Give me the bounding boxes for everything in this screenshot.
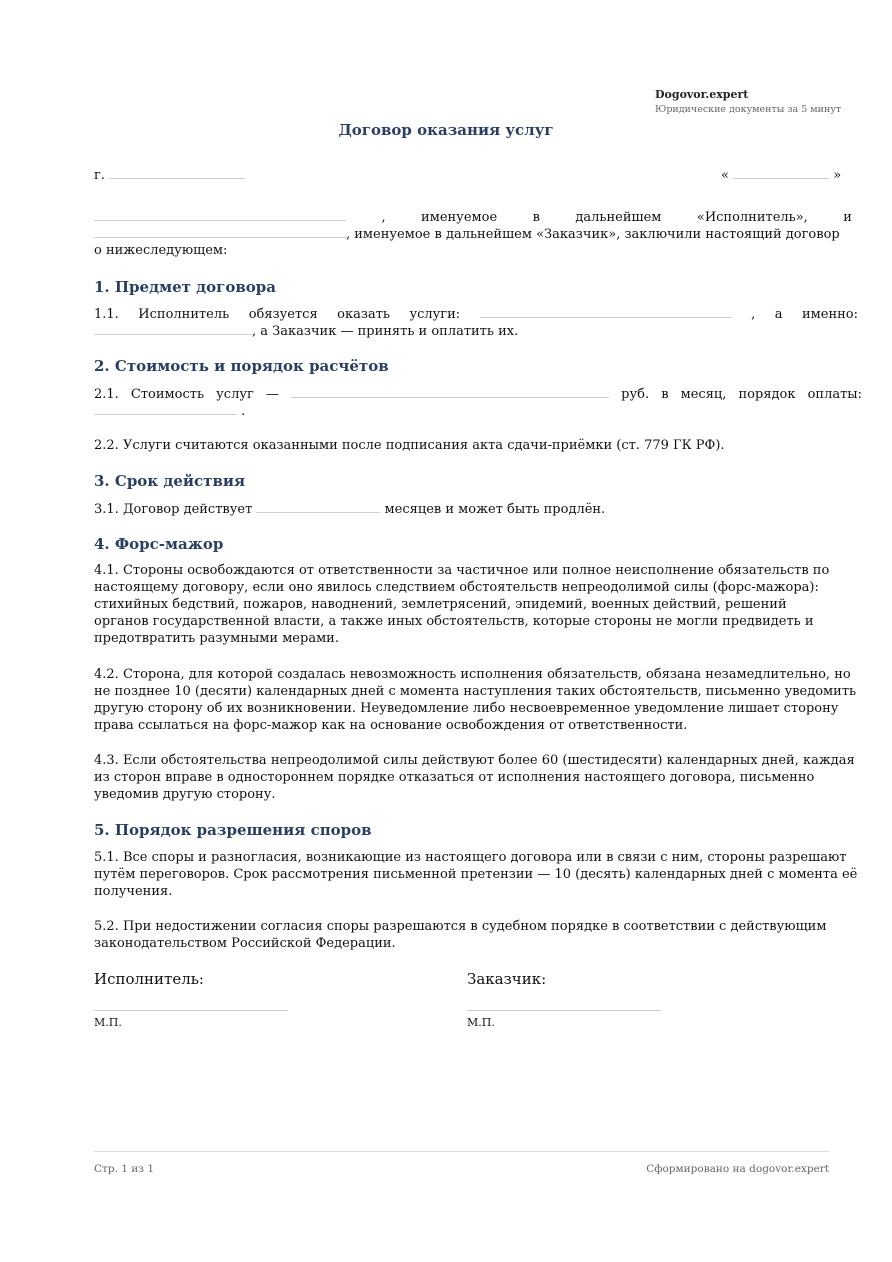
clause-word: оплаты: — [807, 387, 863, 402]
clause-word: именно: — [802, 307, 859, 322]
clause-1-1-line-1 — [94, 305, 858, 323]
clause-word: 1.1. — [94, 307, 119, 322]
page-number: Стр. 1 из 1 — [94, 1163, 155, 1175]
clause-word: — — [265, 387, 279, 402]
section-3-heading: 3. Срок действия — [94, 472, 246, 490]
preamble-word: дальнейшем — [575, 210, 662, 225]
clause-2-1-line-1 — [94, 385, 862, 403]
brand-tagline: Юридические документы за 5 минут — [655, 104, 842, 115]
clause-word: услуги: — [409, 307, 461, 322]
city-line — [94, 166, 245, 184]
section-5-heading: 5. Порядок разрешения споров — [94, 821, 372, 839]
text-line: предотвратить разумными мерами. — [94, 631, 339, 646]
text-line: 5.1. Все споры и разногласия, возникающие из настоящего договора или в связи с ним, стороны разрешают — [94, 850, 847, 865]
clause-2-2: 2.2. Услуги считаются оказанными после подписания акта сдачи-приёмки (ст. 779 ГК РФ). — [94, 438, 725, 453]
date-close-quote: » — [833, 168, 842, 183]
section-4-heading: 4. Форс-мажор — [94, 535, 224, 553]
clause-word: оказать — [337, 307, 390, 322]
date-blank[interactable] — [733, 166, 829, 179]
date-open-quote: « — [721, 168, 729, 183]
preamble-line-3: о нижеследующем: — [94, 243, 228, 258]
text-line: из сторон вправе в одностороннем порядке отказаться от исполнения настоящего договора, письменно — [94, 770, 815, 785]
clause-3-1-prefix: 3.1. Договор действует — [94, 502, 253, 517]
clause-word: обязуется — [248, 307, 318, 322]
text-line: 4.1. Стороны освобождаются от ответственности за частичное или полное неисполнение обязательств по — [94, 563, 830, 578]
customer-stamp-label: М.П. — [467, 1016, 495, 1029]
executor-signature-label: Исполнитель: — [94, 970, 204, 988]
text-line: стихийных бедствий, пожаров, наводнений, землетрясений, эпидемий, военных действий, решений — [94, 597, 787, 612]
clause-2-1-line-2 — [94, 402, 245, 420]
text-line: 5.2. При недостижении согласия споры разрешаются в судебном порядке в соответствии с действующим — [94, 919, 827, 934]
executor-name-blank[interactable] — [94, 208, 346, 221]
clause-4-3 — [94, 752, 870, 803]
preamble-word: «Исполнитель», — [696, 210, 808, 225]
preamble-word: в — [532, 210, 540, 225]
preamble-word: именуемое — [421, 210, 498, 225]
clause-word: а — [774, 307, 783, 322]
clause-word: услуг — [216, 387, 254, 402]
text-line: законодательством Российской Федерации. — [94, 936, 396, 951]
section-1-heading: 1. Предмет договора — [94, 278, 276, 296]
clause-word: месяц, — [680, 387, 727, 402]
price-blank[interactable] — [291, 385, 609, 398]
preamble-line-2-text: , именуемое в дальнейшем «Заказчик», заключили настоящий договор — [346, 227, 840, 242]
text-line: органов государственной власти, а также иных обстоятельств, которые стороны не могли предвидеть и — [94, 614, 814, 629]
city-blank[interactable] — [109, 166, 245, 179]
executor-signature-line[interactable] — [94, 1010, 288, 1011]
document-title: Договор оказания услуг — [338, 121, 554, 139]
text-line: права ссылаться на форс-мажор как на основание освобождения от ответственности. — [94, 718, 688, 733]
services-blank[interactable] — [480, 305, 732, 318]
clause-5-2 — [94, 918, 870, 952]
preamble-line-1 — [94, 208, 852, 226]
executor-stamp-label: М.П. — [94, 1016, 122, 1029]
clause-word: руб. — [621, 387, 650, 402]
text-line: настоящему договору, если оно явилось следствием обстоятельств непреодолимой силы (форс-мажора): — [94, 580, 819, 595]
footer-divider — [94, 1151, 829, 1152]
customer-name-blank[interactable] — [94, 225, 346, 238]
text-line: 4.3. Если обстоятельства непреодолимой силы действуют более 60 (шестидесяти) календарных дней, каждая — [94, 753, 855, 768]
text-line: уведомив другую сторону. — [94, 787, 276, 802]
text-line: другую сторону об их возникновении. Неуведомление либо несвоевременное уведомление лишает сторону — [94, 701, 839, 716]
clause-word: в — [661, 387, 669, 402]
text-line: получения. — [94, 884, 173, 899]
clause-3-1-suffix: месяцев и может быть продлён. — [384, 502, 606, 517]
preamble-word: и — [843, 210, 852, 225]
payment-order-blank[interactable] — [94, 402, 237, 415]
customer-signature-line[interactable] — [467, 1010, 661, 1011]
section-2-heading: 2. Стоимость и порядок расчётов — [94, 357, 389, 375]
clause-5-1 — [94, 849, 870, 900]
text-line: путём переговоров. Срок рассмотрения письменной претензии — 10 (десять) календарных дней с момента её — [94, 867, 858, 882]
clause-2-1-line-2-text: . — [241, 404, 246, 419]
clause-word: Стоимость — [130, 387, 205, 402]
date-line — [721, 166, 841, 184]
clause-word: Исполнитель — [138, 307, 230, 322]
preamble-word: , — [381, 210, 386, 225]
clause-word: 2.1. — [94, 387, 119, 402]
preamble-line-2 — [94, 225, 840, 243]
clause-word: , — [751, 307, 756, 322]
brand-name: Dogovor.expert — [655, 88, 749, 101]
clause-3-1 — [94, 500, 605, 518]
clause-4-1 — [94, 562, 870, 647]
term-months-blank[interactable] — [256, 500, 380, 513]
clause-word: порядок — [738, 387, 796, 402]
clause-4-2 — [94, 666, 870, 734]
city-prefix: г. — [94, 168, 105, 183]
generated-by: Сформировано на dogovor.expert — [646, 1163, 829, 1175]
text-line: не позднее 10 (десяти) календарных дней с момента наступления таких обстоятельств, письменно уведомить — [94, 684, 857, 699]
services-detail-blank[interactable] — [94, 322, 252, 335]
customer-signature-label: Заказчик: — [467, 970, 547, 988]
clause-1-1-line-2-text: , а Заказчик — принять и оплатить их. — [252, 324, 519, 339]
clause-1-1-line-2 — [94, 322, 518, 340]
text-line: 4.2. Сторона, для которой создалась невозможность исполнения обязательств, обязана незамедлительно, но — [94, 667, 851, 682]
